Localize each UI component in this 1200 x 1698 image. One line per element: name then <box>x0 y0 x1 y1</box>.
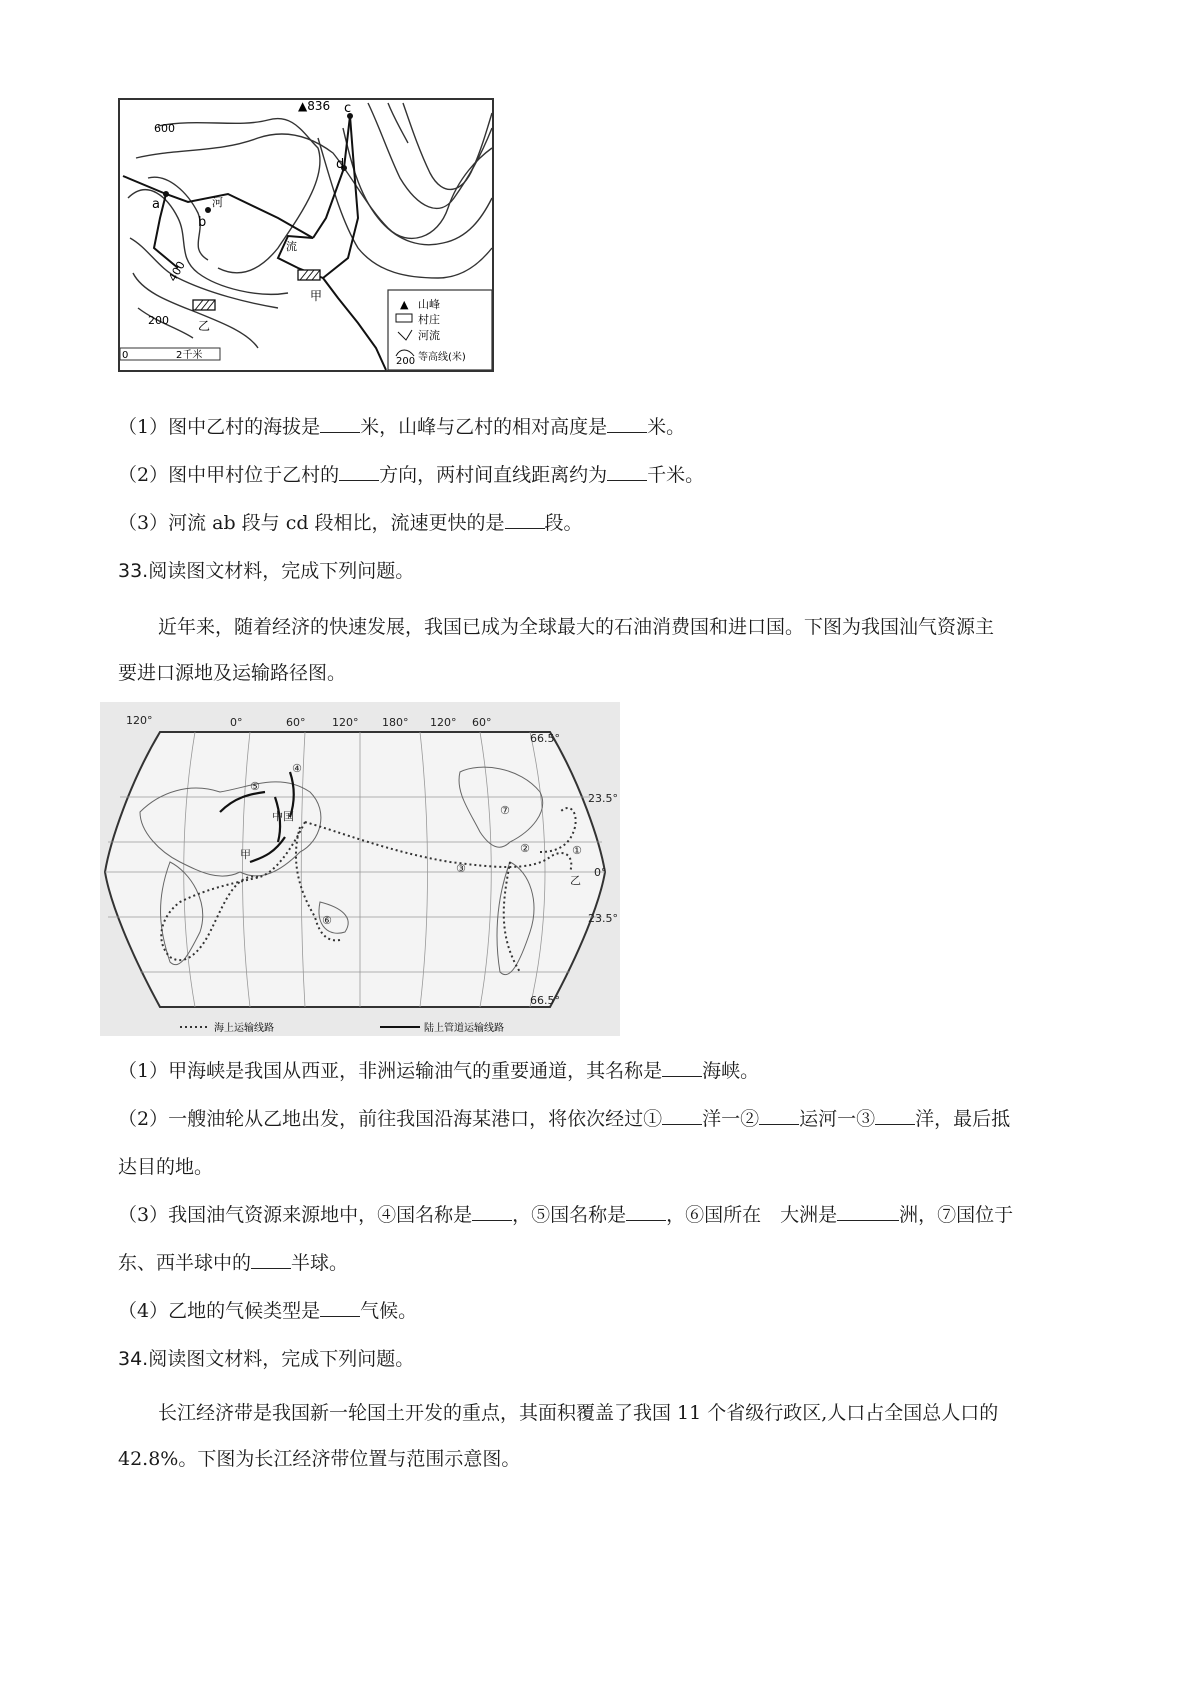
lat-label-0: 66.5° <box>530 732 560 745</box>
q32-sub2-text-c: 千米。 <box>647 464 705 486</box>
river-label-1: 河 <box>212 196 223 209</box>
contour-200-label: 200 <box>148 314 169 327</box>
q33-sub3-text-a: （3）我国油气资源来源地中，④国名称是 <box>118 1204 473 1226</box>
peak-label: ▲836 <box>298 99 331 113</box>
answer-blank[interactable] <box>607 462 647 481</box>
q32-sub2-text-b: 方向，两村间直线距离约为 <box>379 464 608 486</box>
lon-label-0: 120° <box>126 714 153 727</box>
legend-village-label: 村庄 <box>418 313 440 326</box>
village-jia-label: 甲 <box>310 289 323 303</box>
q32-sub2-text-a: （2）图中甲村位于乙村的 <box>118 464 340 486</box>
legend-contour-value: 200 <box>396 356 416 367</box>
map-china-label: 中国 <box>272 810 294 823</box>
q33-sub3 <box>118 1202 1013 1228</box>
answer-blank[interactable] <box>759 1106 799 1125</box>
q33-sub4-text-b: 气候。 <box>360 1300 418 1322</box>
q32-sub1 <box>118 414 685 440</box>
q33-sub2-text-d: 洋，最后抵 <box>915 1108 1011 1130</box>
lon-label-5: 120° <box>430 716 457 729</box>
answer-blank[interactable] <box>837 1202 899 1221</box>
q33-sub3-text-c: ，⑥国所在 大洲是 <box>666 1204 838 1226</box>
map-frame <box>105 732 605 1007</box>
contour-600-label: 600 <box>154 122 175 135</box>
q33-sub2-text-a: （2）一艘油轮从乙地出发，前往我国沿海某港口，将依次经过① <box>118 1108 663 1130</box>
village-yi-label: 乙 <box>198 319 211 333</box>
lat-label-4: 66.5° <box>530 994 560 1007</box>
q33-sub1 <box>118 1058 759 1084</box>
lat-label-1: 23.5° <box>588 792 618 805</box>
lon-label-3: 120° <box>332 716 359 729</box>
q33-sub1-text-a: （1）甲海峡是我国从西亚，非洲运输油气的重要通道，其名称是 <box>118 1060 663 1082</box>
marker-3: ③ <box>456 862 466 875</box>
world-oil-route-map <box>100 702 620 1036</box>
answer-blank[interactable] <box>662 1058 702 1077</box>
q33-sub3-text-d: 洲，⑦国位于 <box>899 1204 1014 1226</box>
q33-intro-line2: 要进口源地及运输路径图。 <box>118 662 347 684</box>
answer-blank[interactable] <box>505 510 545 529</box>
answer-blank[interactable] <box>320 1298 360 1317</box>
q33-sub2-cont: 达目的地。 <box>118 1156 214 1178</box>
marker-7: ⑦ <box>500 804 510 817</box>
answer-blank[interactable] <box>472 1202 512 1221</box>
q32-sub1-text-b: 米，山峰与乙村的相对高度是 <box>360 416 608 438</box>
marker-1: ① <box>572 844 582 857</box>
legend-peak-label: 山峰 <box>418 298 440 311</box>
point-c-label: c <box>344 101 352 116</box>
marker-5: ⑤ <box>250 780 260 793</box>
point-a-label: a <box>152 197 160 212</box>
scale-zero: 0 <box>122 350 129 361</box>
q33-sub3-text-b: ，⑤国名称是 <box>512 1204 627 1226</box>
q32-sub1-text-c: 米。 <box>647 416 686 438</box>
lon-label-2: 60° <box>286 716 306 729</box>
legend-land-label: 陆上管道运输线路 <box>424 1023 504 1034</box>
map-jia-label: 甲 <box>240 848 251 861</box>
marker-4: ④ <box>292 762 302 775</box>
answer-blank[interactable] <box>662 1106 702 1125</box>
q33-sub3-cont <box>118 1250 348 1276</box>
marker-6: ⑥ <box>322 914 332 927</box>
point-b-label: b <box>198 215 207 230</box>
river-label-2: 流 <box>286 240 297 253</box>
q34-heading: 34.阅读图文材料，完成下列问题。 <box>118 1348 415 1370</box>
q33-intro-line1: 近年来，随着经济的快速发展，我国已成为全球最大的石油消费国和进口国。下图为我国汕气资源主 <box>158 616 995 638</box>
legend-peak-icon: ▲ <box>400 298 409 311</box>
q33-sub2-text-b: 洋一② <box>702 1108 760 1130</box>
q32-sub3-text-b: 段。 <box>544 512 583 534</box>
answer-blank[interactable] <box>320 414 360 433</box>
q33-sub4-text-a: （4）乙地的气候类型是 <box>118 1300 321 1322</box>
answer-blank[interactable] <box>626 1202 666 1221</box>
q32-sub1-text-a: （1）图中乙村的海拔是 <box>118 416 321 438</box>
point-d-label: d <box>336 157 345 172</box>
q33-sub3-text-e: 东、西半球中的 <box>118 1252 252 1274</box>
q34-intro-line1: 长江经济带是我国新一轮国土开发的重点，其面积覆盖了我国 11 个省级行政区,人口占全国总人口的 <box>158 1402 999 1424</box>
legend-contour-label: 等高线(米) <box>418 352 466 363</box>
lon-label-4: 180° <box>382 716 409 729</box>
q33-sub3-text-f: 半球。 <box>291 1252 349 1274</box>
lon-label-1: 0° <box>230 716 243 729</box>
lat-label-3: 23.5° <box>588 912 618 925</box>
marker-2: ② <box>520 842 530 855</box>
q33-sub2 <box>118 1106 1010 1132</box>
q33-heading: 33.阅读图文材料，完成下列问题。 <box>118 560 415 582</box>
legend-river-label: 河流 <box>418 329 440 342</box>
q32-sub3 <box>118 510 583 536</box>
lon-label-6: 60° <box>472 716 492 729</box>
legend-sea-label: 海上运输线路 <box>214 1023 274 1034</box>
topographic-map <box>118 98 494 372</box>
lat-label-2: 0° <box>594 866 607 879</box>
answer-blank[interactable] <box>339 462 379 481</box>
q33-sub4 <box>118 1298 417 1324</box>
answer-blank[interactable] <box>251 1250 291 1269</box>
q33-sub2-text-c: 运河一③ <box>799 1108 876 1130</box>
map-yi-label: 乙 <box>570 874 581 887</box>
q32-sub2 <box>118 462 704 488</box>
scale-km: 2千米 <box>176 350 203 361</box>
answer-blank[interactable] <box>607 414 647 433</box>
q33-sub1-text-b: 海峡。 <box>702 1060 760 1082</box>
answer-blank[interactable] <box>875 1106 915 1125</box>
q32-sub3-text-a: （3）河流 ab 段与 cd 段相比，流速更快的是 <box>118 512 505 534</box>
q34-intro-line2: 42.8%。下图为长江经济带位置与范围示意图。 <box>118 1448 521 1470</box>
contour-400-label: 400 <box>166 259 188 284</box>
